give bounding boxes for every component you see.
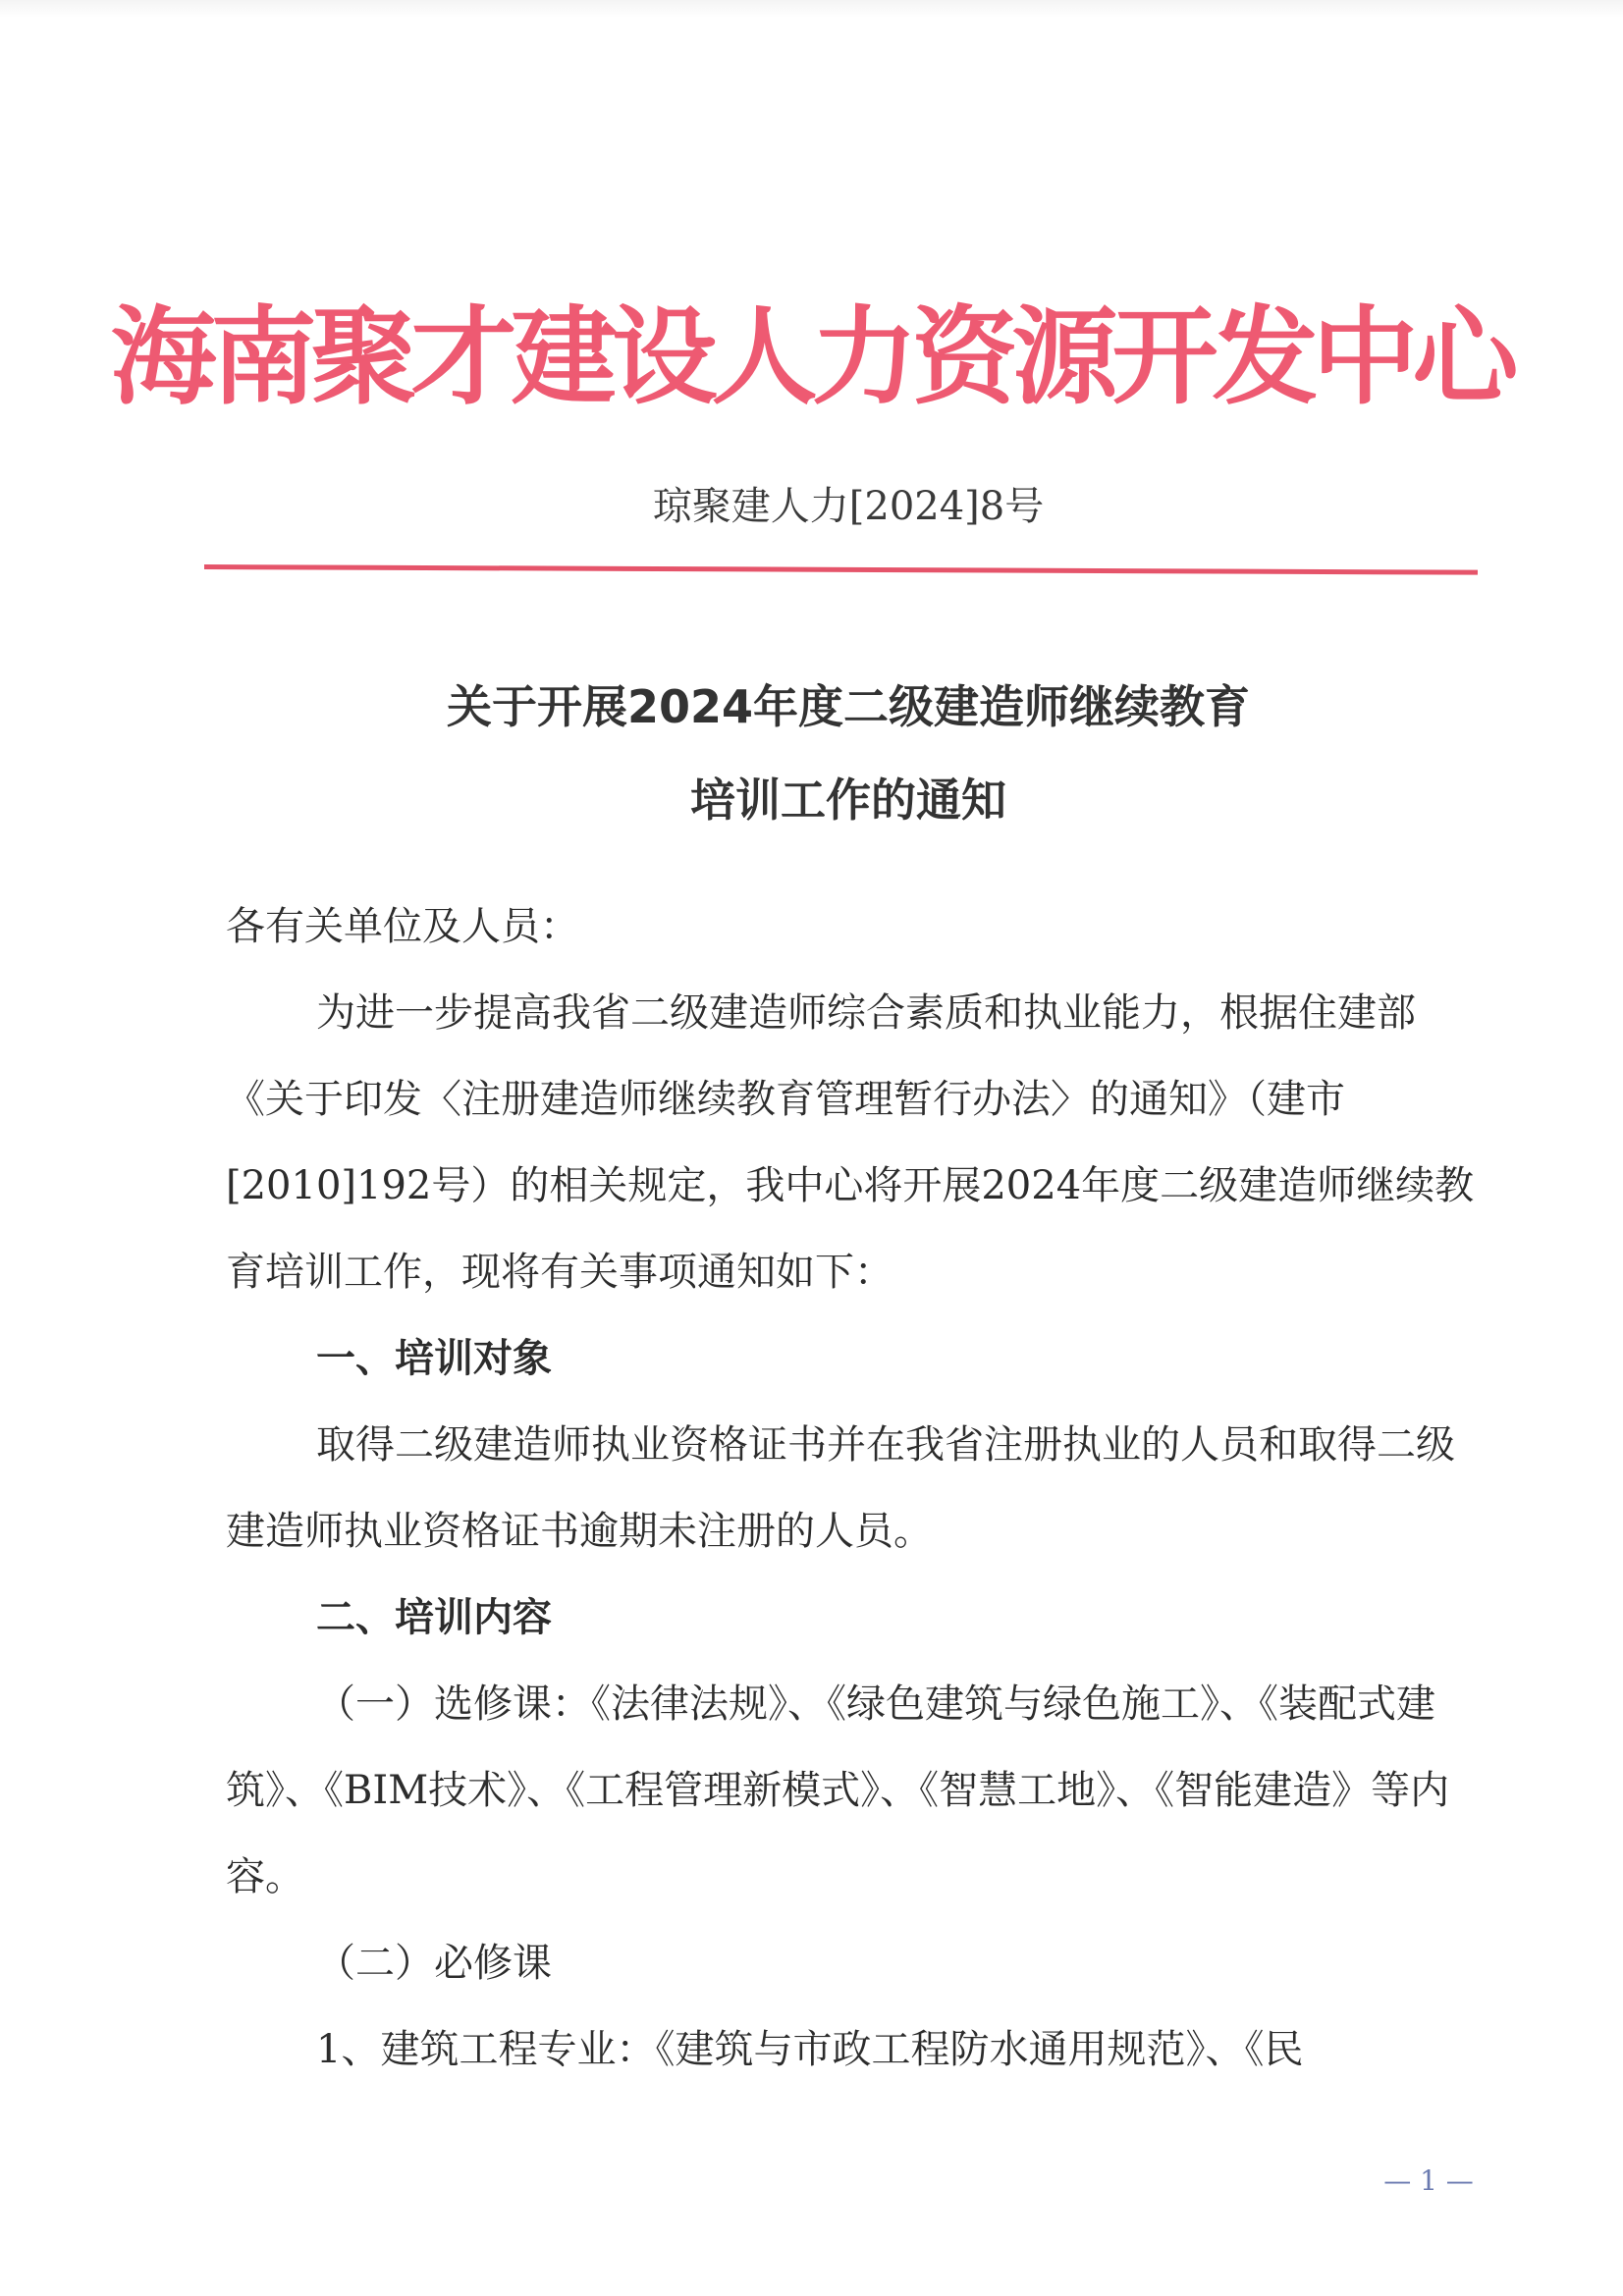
section-2-heading: 二、培训内容	[316, 1594, 552, 1640]
scan-edge	[0, 0, 1623, 18]
notice-title-line-1: 关于开展2024年度二级建造师继续教育	[446, 680, 1251, 733]
section-1-text: 取得二级建造师执业资格证书并在我省注册执业的人员和取得二级建造师执业资格证书逾期未注册的人员。	[226, 1422, 1455, 1554]
red-divider-line	[204, 564, 1478, 575]
section-2-required: （二）必修课	[316, 1941, 552, 1986]
document-body	[226, 883, 1478, 2093]
section-1-heading: 一、培训对象	[316, 1335, 552, 1381]
organization-title: 海南聚才建设人力资源开发中心	[110, 296, 1513, 419]
section-2-elective: （一）选修课：《法律法规》、《绿色建筑与绿色施工》、《装配式建筑》、《BIM技术》、《工程管理新模式》、《智慧工地》、《智能建造》等内容。	[226, 1682, 1450, 1899]
notice-title-line-2: 培训工作的通知	[690, 774, 1006, 827]
salutation: 各有关单位及人员：	[226, 904, 579, 949]
page-number: — 1 —	[1383, 2164, 1474, 2197]
section-2-item-1: 1、建筑工程专业：《建筑与市政工程防水通用规范》、《民	[316, 2027, 1304, 2072]
document-number: 琼聚建人力[2024]8号	[652, 484, 1045, 529]
intro-paragraph: 为进一步提高我省二级建造师综合素质和执业能力，根据住建部《关于印发〈注册建造师继续教育管理暂行办法〉的通知》（建市[2010]192号）的相关规定，我中心将开展2024年度二级建造师继续教育培训工作，现将有关事项通知如下：	[226, 990, 1475, 1295]
